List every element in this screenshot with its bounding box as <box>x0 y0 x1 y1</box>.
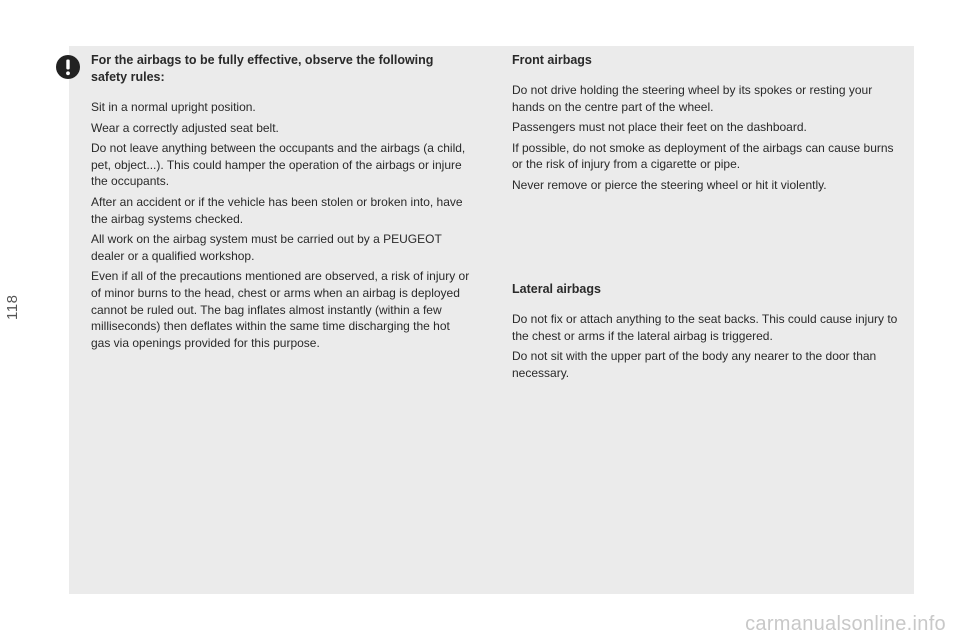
front-airbags-rule: Never remove or pierce the steering wheel or hit it violently. <box>512 177 827 192</box>
front-airbags-section <box>512 52 907 198</box>
lateral-airbags-heading: Lateral airbags <box>512 282 601 296</box>
safety-rule: After an accident or if the vehicle has been stolen or broken into, have the airbag systems checked. <box>91 194 463 226</box>
watermark: carmanualsonline.info <box>745 613 946 635</box>
safety-rule: Wear a correctly adjusted seat belt. <box>91 120 279 135</box>
safety-rule: Do not leave anything between the occupants and the airbags (a child, pet, object...). This could hamper the operation of the airbags or injure the occupants. <box>91 141 466 189</box>
front-airbags-rule: If possible, do not smoke as deployment of the airbags can cause burns or the risk of injury from a cigarette or pipe. <box>512 140 894 172</box>
lateral-airbags-rule: Do not fix or attach anything to the seat backs. This could cause injury to the chest or arms if the lateral airbag is triggered. <box>512 312 898 343</box>
lateral-airbags-rule: Do not sit with the upper part of the body any nearer to the door than necessary. <box>512 349 877 380</box>
exclamation-circle-icon <box>56 55 80 79</box>
front-airbags-rule: Do not drive holding the steering wheel by its spokes or resting your hands on the centre part of the wheel. <box>512 83 873 114</box>
safety-rule: Even if all of the precautions mentioned are observed, a risk of injury or of minor burns to the head, chest or arms when an airbag is deployed cannot be ruled out. The bag inflates almost instantly (within a few milliseconds) then deflates within the same time discharging the hot gas via openings provided for this purpose. <box>91 269 470 350</box>
front-airbags-heading: Front airbags <box>512 53 592 67</box>
safety-rules-section <box>91 52 471 355</box>
safety-rule: All work on the airbag system must be carried out by a PEUGEOT dealer or a qualified workshop. <box>91 232 442 263</box>
front-airbags-rule: Passengers must not place their feet on the dashboard. <box>512 120 807 135</box>
lateral-airbags-section <box>512 281 907 385</box>
page-number: 118 <box>4 294 21 320</box>
safety-rule: Sit in a normal upright position. <box>91 100 256 114</box>
safety-rules-heading: For the airbags to be fully effective, observe the following safety rules: <box>91 53 434 84</box>
